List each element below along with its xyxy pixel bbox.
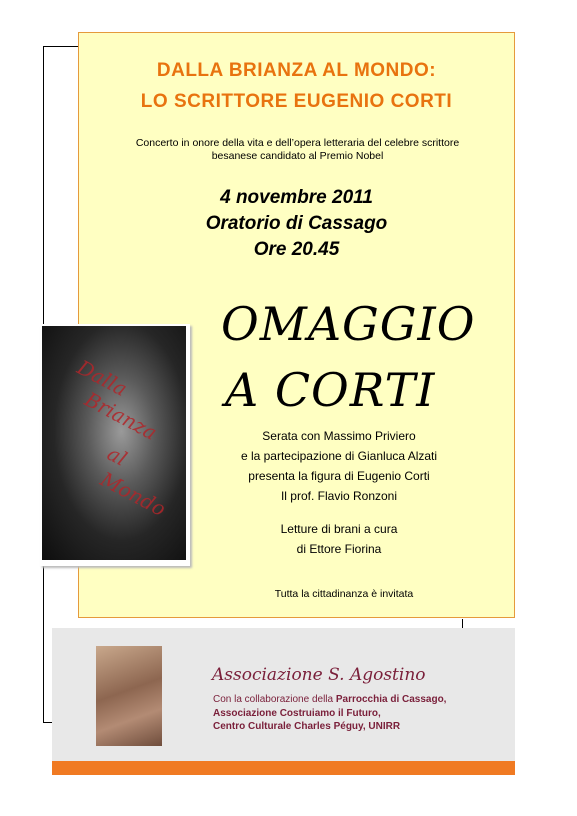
saint-augustine-relief-image xyxy=(96,646,162,746)
details-line2: e la partecipazione di Gianluca Alzati xyxy=(240,449,438,463)
cover-word-4: Mondo xyxy=(96,466,170,522)
event-place: Oratorio di Cassago xyxy=(205,213,388,234)
details-block xyxy=(219,426,459,506)
partner-line-2: Associazione Costruiamo il Futuro, xyxy=(213,708,381,719)
subtitle-line1: Concerto in onore della vita e dell’opera letteraria del celebre scrittore xyxy=(135,137,460,149)
reading-line1: Letture di brani a cura xyxy=(280,522,398,536)
invitation-text: Tutta la cittadinanza è invitata xyxy=(274,588,414,600)
readings-block xyxy=(219,519,459,559)
collaboration-prefix: Con la collaborazione della xyxy=(213,694,336,705)
footer-orange-bar xyxy=(52,761,515,775)
cover-word-2: Brianza xyxy=(80,387,161,445)
association-name: Associazione S. Agostino xyxy=(212,665,426,685)
poster-title-line2: LO SCRITTORE EUGENIO CORTI xyxy=(140,91,453,112)
poster-subtitle xyxy=(109,137,486,163)
headline-line2: A CORTI xyxy=(225,363,436,417)
cover-word-1: Dalla xyxy=(73,355,132,401)
reading-line2: di Ettore Fiorina xyxy=(296,542,382,556)
poster-title-line1: DALLA BRIANZA AL MONDO: xyxy=(156,60,437,81)
event-date: 4 novembre 2011 xyxy=(220,187,373,208)
collaboration-line xyxy=(213,694,446,705)
headline-line1: OMAGGIO xyxy=(221,297,476,351)
book-cover-photo xyxy=(42,326,186,560)
event-time: Ore 20.45 xyxy=(253,239,340,260)
details-line3: presenta la figura di Eugenio Corti xyxy=(248,469,430,483)
frame-line-top xyxy=(43,46,79,47)
collaboration-parish: Parrocchia di Cassago, xyxy=(335,694,447,705)
subtitle-line2: besanese candidato al Premio Nobel xyxy=(211,150,384,162)
cover-word-3: al xyxy=(103,441,131,471)
book-cover-image xyxy=(40,324,190,566)
details-line4: Il prof. Flavio Ronzoni xyxy=(280,489,398,503)
details-line1: Serata con Massimo Priviero xyxy=(262,429,416,443)
partner-line-3: Centro Culturale Charles Péguy, UNIRR xyxy=(213,721,401,732)
